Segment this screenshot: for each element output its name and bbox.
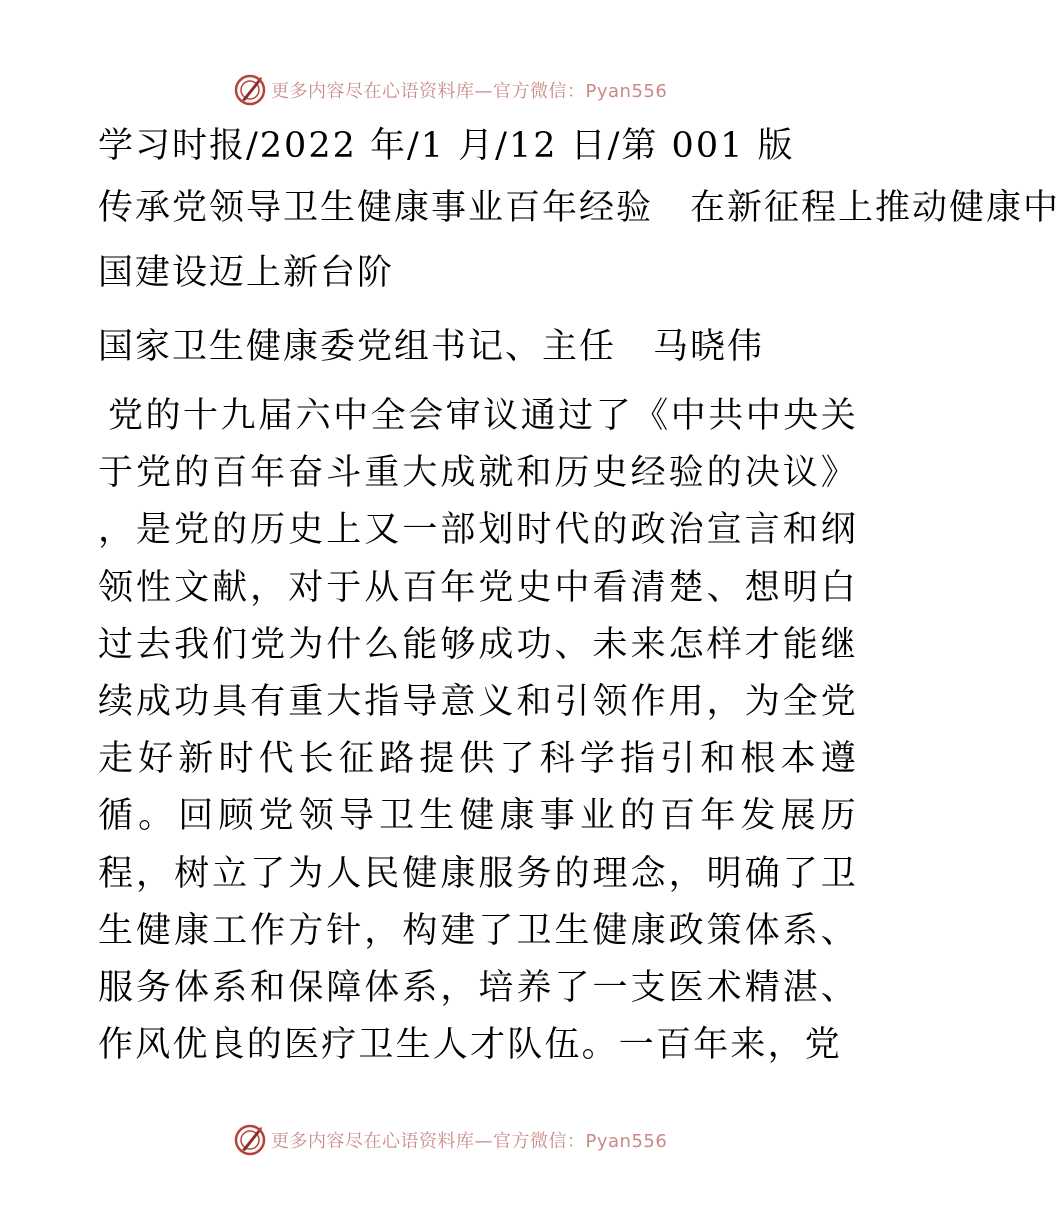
quill-pen-logo-icon [233,73,267,107]
footer-watermark [233,1122,667,1158]
publication-source: 学习时报/2022 年/1 月/12 日/第 001 版 [98,126,795,166]
article-title-line-1: 传承党领导卫生健康事业百年经验 在新征程上推动健康中 [98,188,1060,228]
article [98,120,1060,1074]
watermark-text: 更多内容尽在心语资料库—官方微信：Pyan556 [271,1131,668,1152]
article-author: 国家卫生健康委党组书记、主任 马晓伟 [98,327,765,367]
header-watermark [233,72,667,108]
quill-pen-logo-icon [233,1123,267,1157]
article-title-line-2: 国建设迈上新台阶 [98,253,395,293]
article-body: 党的十九届六中全会审议通过了《中共中央关于党的百年奋斗重大成就和历史经验的决议》 ，是党的历史上又一部划时代的政治宣言和纲领性文献，对于从百年党史中看清楚、想明白过去我们党为什么能够成功、未来怎样才能继续成功具有重大指导意义和引领作用，为全党走好新时代长征路提供了科学指引和根本遵循。回顾党领导卫生健康事业的百年发展历程，树立了为人民健康服务的理念，明确了卫生健康工作方针，构建了卫生健康政策体系、服务体系和保障体系，培养了一支医术精湛、作风优良的医疗卫生人才队伍。一百年来，党 [98,396,858,1066]
watermark-text: 更多内容尽在心语资料库—官方微信：Pyan556 [271,81,668,102]
